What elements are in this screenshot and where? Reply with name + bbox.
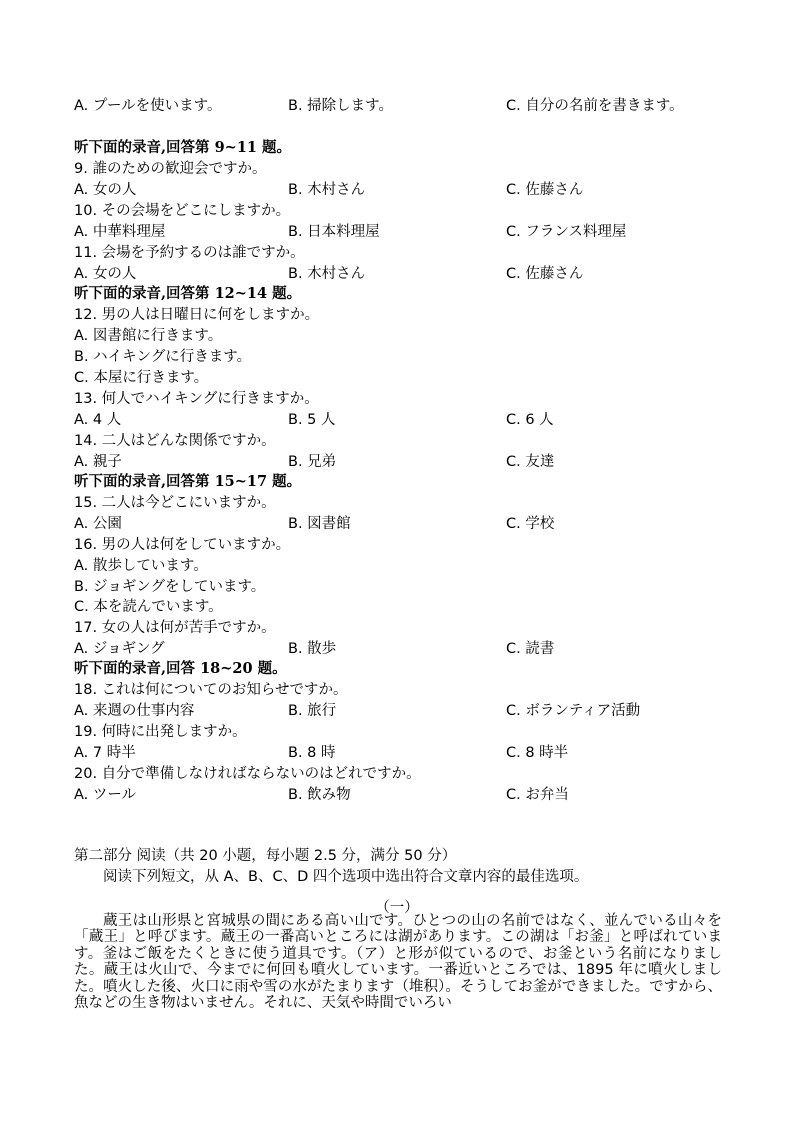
option-c: C. 佐藤さん [506, 266, 584, 282]
option-c: C. フランス料理屋 [506, 224, 627, 240]
option-c: C. 自分の名前を書きます。 [506, 98, 684, 114]
question-12: 12. 男の人は日曜日に何をしますか。 [74, 307, 320, 323]
question-10: 10. その会場をどこにしますか。 [74, 203, 291, 219]
option-a: A. 来週の仕事内容 [74, 703, 195, 719]
option-c: C. 読書 [506, 641, 555, 657]
question-11: 11. 会場を予約するのは誰ですか。 [74, 245, 305, 261]
q12-option-c: C. 本屋に行きます。 [74, 370, 209, 386]
q16-option-b: B. ジョギングをしています。 [74, 579, 266, 595]
option-a: A. 4 人 [74, 412, 122, 428]
q12-option-a: A. 図書館に行きます。 [74, 328, 223, 344]
section-heading-18-20: 听下面的录音,回答 18~20 题。 [74, 660, 287, 677]
passage-title: （一） [375, 900, 419, 916]
option-b: B. 旅行 [288, 703, 337, 719]
question-16: 16. 男の人は何をしていますか。 [74, 537, 291, 553]
option-b: B. 日本料理屋 [288, 224, 380, 240]
question-9: 9. 誰のための歓迎会ですか。 [74, 161, 267, 177]
option-c: C. お弁当 [506, 787, 569, 803]
option-a: A. 女の人 [74, 182, 137, 198]
question-14: 14. 二人はどんな関係ですか。 [74, 433, 276, 449]
option-a: A. ツール [74, 787, 137, 803]
option-b: B. 5 人 [288, 412, 336, 428]
option-a: A. 女の人 [74, 266, 137, 282]
option-c: C. 6 人 [506, 412, 554, 428]
reading-instruction: 阅读下列短文，从 A、B、C、D 四个选项中选出符合文章内容的最佳选项。 [103, 869, 589, 885]
option-b: B. 掃除します。 [288, 98, 394, 114]
question-17: 17. 女の人は何が苦手ですか。 [74, 620, 276, 636]
section-heading-15-17: 听下面的录音,回答第 15~17 题。 [74, 473, 302, 490]
part-two-heading: 第二部分 阅读（共 20 小题，每小题 2.5 分，满分 50 分） [74, 848, 457, 864]
option-a: A. ジョギング [74, 641, 165, 657]
option-b: B. 8 時 [288, 745, 336, 761]
option-c: C. 学校 [506, 516, 555, 532]
option-b: B. 散歩 [288, 641, 337, 657]
option-b: B. 木村さん [288, 266, 366, 282]
option-b: B. 図書館 [288, 516, 351, 532]
passage-paragraph: 蔵王は山形県と宮城県の間にある高い山です。ひとつの山の名前ではなく、並んでいる山々を「蔵王」と呼びます。蔵王の一番高いところには湖があります。この湖は「お釜」と呼ばれています。釜はご飯をたくときに使う道具です。（ア）と形が似ているので、お釜という名前になりました。蔵王は火山で、今までに何回も噴火しています。一番近いところでは、1895 年に噴火しました。噴火した後、火口に雨や雪の水がたまります（堆积）。そうしてお釜ができました。ですから、魚などの生き物はいません。それに、天気や時間でいろい [74, 913, 722, 1012]
option-a: A. 親子 [74, 454, 122, 470]
section-heading-9-11: 听下面的录音,回答第 9~11 题。 [74, 139, 292, 156]
question-20: 20. 自分で準備しなければならないのはどれですか。 [74, 766, 421, 782]
question-15: 15. 二人は今どこにいますか。 [74, 495, 276, 511]
option-a: A. 公園 [74, 516, 122, 532]
q12-option-b: B. ハイキングに行きます。 [74, 349, 252, 365]
q16-option-c: C. 本を読んでいます。 [74, 599, 223, 615]
reading-passage [74, 913, 722, 1011]
option-b: B. 木村さん [288, 182, 366, 198]
option-c: C. ボランティア活動 [506, 703, 641, 719]
option-b: B. 飲み物 [288, 787, 351, 803]
option-a: A. 7 時半 [74, 745, 136, 761]
option-c: C. 友達 [506, 454, 555, 470]
question-18: 18. これは何についてのお知らせですか。 [74, 682, 348, 698]
q16-option-a: A. 散歩しています。 [74, 558, 208, 574]
section-heading-12-14: 听下面的录音,回答第 12~14 题。 [74, 285, 302, 302]
option-c: C. 佐藤さん [506, 182, 584, 198]
question-13: 13. 何人でハイキングに行きますか。 [74, 391, 319, 407]
question-19: 19. 何時に出発しますか。 [74, 724, 247, 740]
option-a: A. 中華料理屋 [74, 224, 166, 240]
option-b: B. 兄弟 [288, 454, 337, 470]
option-a: A. プールを使います。 [74, 98, 222, 114]
option-c: C. 8 時半 [506, 745, 569, 761]
